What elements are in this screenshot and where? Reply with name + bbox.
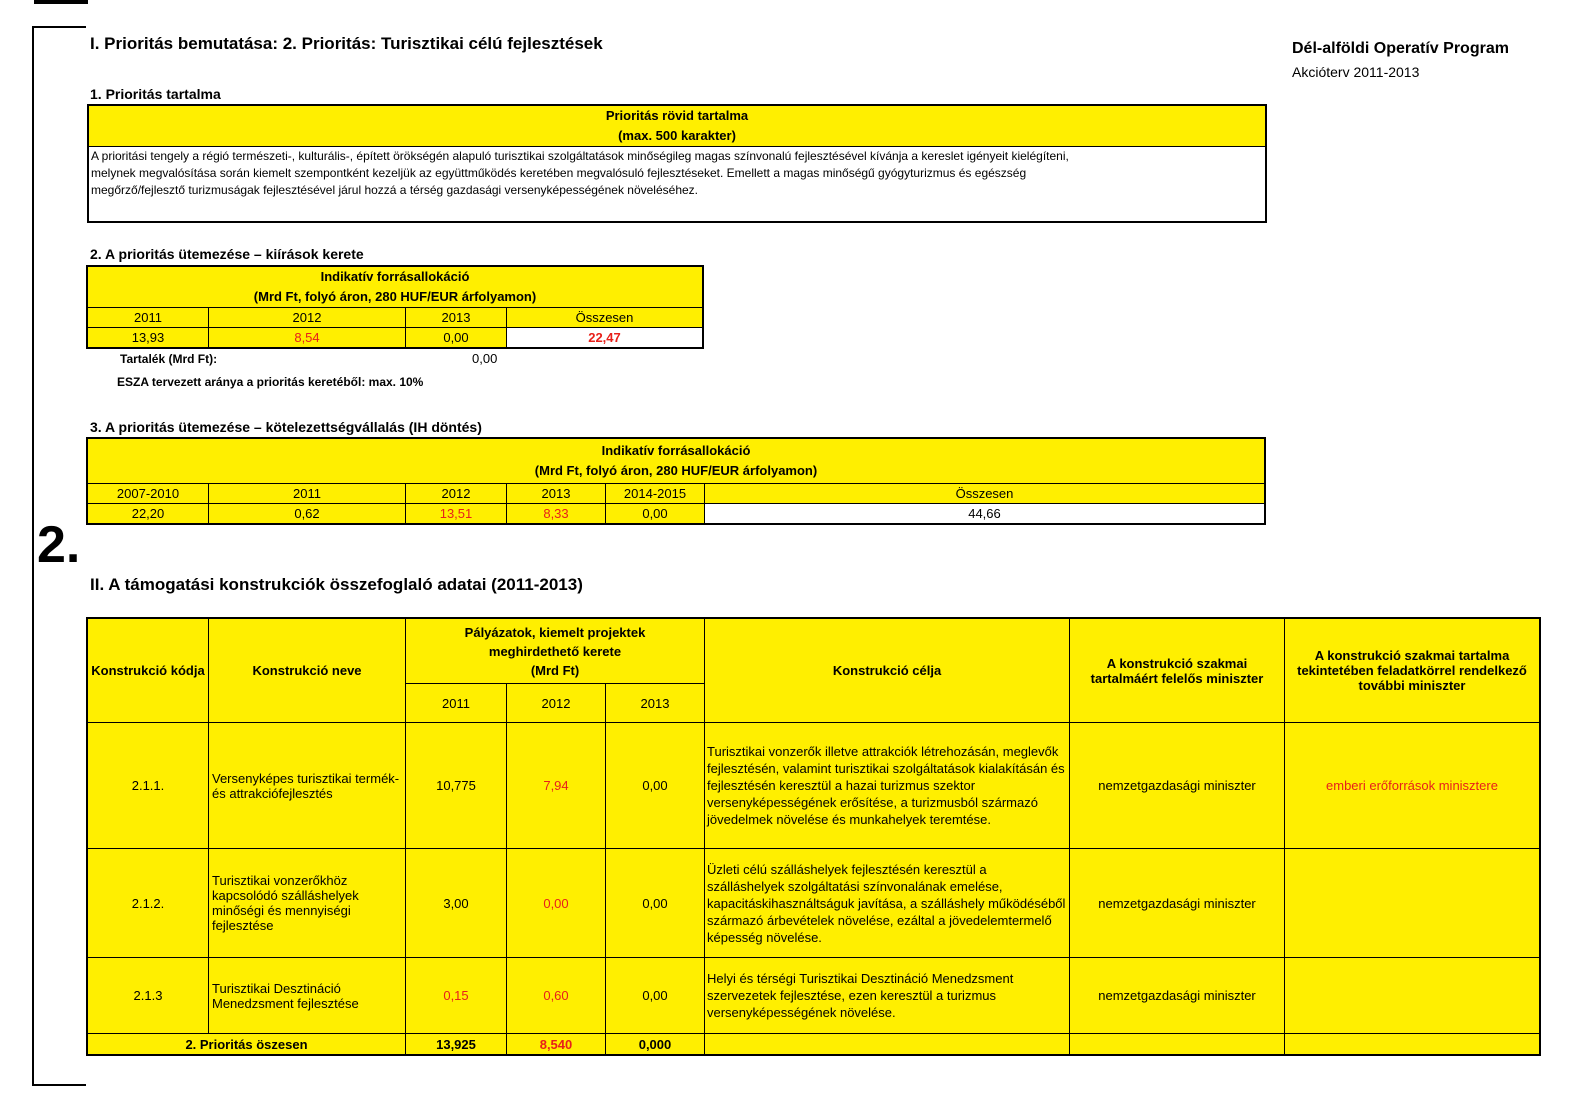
row-2012: 0,00	[507, 849, 606, 958]
budget-header-line: (Mrd Ft)	[530, 662, 580, 678]
commitment-title: Indikatív forrásallokáció	[601, 443, 751, 458]
row-2011: 10,775	[406, 723, 507, 849]
construction-table	[86, 617, 1541, 1056]
value-cell: 13,51	[406, 504, 507, 525]
table-row	[87, 849, 1540, 958]
summary-text	[89, 147, 1265, 200]
header-budget	[406, 618, 705, 684]
header-2013: 2013	[606, 684, 705, 723]
budget-header-line: Pályázatok, kiemelt projektek	[464, 624, 646, 640]
summary-line: melynek megvalósítása során kiemelt szempontként kezeljük az együttműködés keretében megvalósuló fejlesztéseket. Emellett a magas minőségű gyógyturizmus és egészség	[91, 166, 1027, 180]
total-label: 2. Prioritás öszesen	[87, 1034, 406, 1056]
header-minister: A konstrukció szakmai tartalmáért felelős miniszter	[1070, 618, 1285, 723]
allocation-table-title	[87, 266, 703, 308]
row-code: 2.1.3	[87, 958, 209, 1034]
col-header: 2013	[507, 484, 606, 504]
action-plan-label: Akcióterv 2011-2013	[1292, 64, 1420, 80]
priority-summary-box	[87, 104, 1267, 223]
row-2013: 0,00	[606, 849, 705, 958]
value-cell: 8,33	[507, 504, 606, 525]
col-header: 2013	[406, 308, 507, 328]
row-2011: 0,15	[406, 958, 507, 1034]
row-goal: Turisztikai vonzerők illetve attrakciók létrehozásán, meglevők fejlesztésén, valamint turisztikai szolgáltatások kialakításán és fejlesztésén keresztül a hazai turizmus szektor versenyképességének erősítése, a turizmusból származó jövedelmek növelése és munkahelyek teremtése.	[705, 723, 1070, 849]
value-cell: 0,62	[209, 504, 406, 525]
header-other-minister: A konstrukció szakmai tartalma tekintetében feladatkörrel rendelkező további miniszter	[1285, 618, 1541, 723]
row-2011: 3,00	[406, 849, 507, 958]
row-goal: Üzleti célú szálláshelyek fejlesztésén keresztül a szálláshelyek szolgáltatási színvonalának emelése, kapacitáskihasználtságuk javítása, a szálláshely működéséből származó árbevételek növelése, ezáltal a jövedelemtermelő képesség növelése.	[705, 849, 1070, 958]
total-empty	[705, 1034, 1070, 1056]
row-minister: nemzetgazdasági miniszter	[1070, 849, 1285, 958]
row-code: 2.1.1.	[87, 723, 209, 849]
row-2013: 0,00	[606, 958, 705, 1034]
total-row	[87, 1034, 1540, 1056]
budget-header-line: meghirdethető kerete	[488, 643, 622, 659]
commitment-subtitle: (Mrd Ft, folyó áron, 280 HUF/EUR árfolyamon)	[534, 463, 818, 478]
section-marker: 2.	[37, 516, 81, 574]
col-header: 2011	[209, 484, 406, 504]
col-header: 2011	[87, 308, 209, 328]
summary-box-header	[89, 106, 1265, 147]
summary-line: A prioritási tengely a régió természeti-, kulturális-, épített örökségén alapuló turisztikai szolgáltatások minőségileg magas színvonalú fejlesztésével kívánja a kereslet igényeit kielégíteni,	[91, 149, 1069, 163]
col-header: Összesen	[507, 308, 704, 328]
header-code: Konstrukció kódja	[87, 618, 209, 723]
row-code: 2.1.2.	[87, 849, 209, 958]
section1-heading: 1. Prioritás tartalma	[90, 86, 221, 102]
total-empty	[1070, 1034, 1285, 1056]
part2-heading: II. A támogatási konstrukciók összefoglaló adatai (2011-2013)	[90, 575, 583, 594]
col-header: 2012	[209, 308, 406, 328]
reserve-label: Tartalék (Mrd Ft):	[120, 352, 218, 366]
reserve-value: 0,00	[472, 351, 498, 366]
col-header: 2007-2010	[87, 484, 209, 504]
row-goal: Helyi és térségi Turisztikai Desztináció Menedzsment szervezetek fejlesztése, ezen keresztül a turizmus versenyképességének növelése.	[705, 958, 1070, 1034]
commitment-table-title	[87, 438, 1265, 484]
row-other-minister	[1285, 958, 1541, 1034]
table-row	[87, 958, 1540, 1034]
header-2012: 2012	[507, 684, 606, 723]
row-name: Versenyképes turisztikai termék- és attrakciófejlesztés	[209, 723, 406, 849]
total-2011: 13,925	[406, 1034, 507, 1056]
table-row	[87, 723, 1540, 849]
header-name: Konstrukció neve	[209, 618, 406, 723]
summary-box-title: Prioritás rövid tartalma	[605, 108, 749, 123]
allocation-table	[86, 265, 704, 349]
allocation-subtitle: (Mrd Ft, folyó áron, 280 HUF/EUR árfolyamon)	[253, 289, 537, 304]
value-cell: 8,54	[209, 328, 406, 349]
allocation-title: Indikatív forrásallokáció	[320, 269, 470, 284]
col-header: 2012	[406, 484, 507, 504]
summary-line: megőrző/fejlesztő turizmuságak fejlesztésével járul hozzá a térség gazdasági versenyképességének növeléséhez.	[91, 183, 699, 197]
total-cell: 44,66	[705, 504, 1266, 525]
col-header: Összesen	[705, 484, 1266, 504]
program-name: Dél-alföldi Operatív Program	[1292, 40, 1509, 57]
value-cell: 0,00	[606, 504, 705, 525]
top-rule	[34, 0, 88, 4]
value-cell: 13,93	[87, 328, 209, 349]
header-goal: Konstrukció célja	[705, 618, 1070, 723]
row-minister: nemzetgazdasági miniszter	[1070, 723, 1285, 849]
page-title: I. Prioritás bemutatása: 2. Prioritás: Turisztikai célú fejlesztések	[90, 34, 603, 53]
total-2013: 0,000	[606, 1034, 705, 1056]
row-2012: 0,60	[507, 958, 606, 1034]
row-name: Turisztikai Desztináció Menedzsment fejlesztése	[209, 958, 406, 1034]
total-cell: 22,47	[507, 328, 704, 349]
col-header: 2014-2015	[606, 484, 705, 504]
esza-note: ESZA tervezett aránya a prioritás keretéből: max. 10%	[117, 375, 424, 389]
total-empty	[1285, 1034, 1541, 1056]
row-minister: nemzetgazdasági miniszter	[1070, 958, 1285, 1034]
header-2011: 2011	[406, 684, 507, 723]
commitment-table	[86, 437, 1266, 525]
value-cell: 0,00	[406, 328, 507, 349]
row-other-minister: emberi erőforrások minisztere	[1285, 723, 1541, 849]
total-2012: 8,540	[507, 1034, 606, 1056]
row-other-minister	[1285, 849, 1541, 958]
section2-heading: 2. A prioritás ütemezése – kiírások kerete	[90, 246, 364, 262]
value-cell: 22,20	[87, 504, 209, 525]
row-2013: 0,00	[606, 723, 705, 849]
section3-heading: 3. A prioritás ütemezése – kötelezettségvállalás (IH döntés)	[90, 419, 482, 435]
row-2012: 7,94	[507, 723, 606, 849]
summary-box-subtitle: (max. 500 karakter)	[618, 128, 736, 143]
row-name: Turisztikai vonzerőkhöz kapcsolódó szálláshelyek minőségi és mennyiségi fejlesztése	[209, 849, 406, 958]
